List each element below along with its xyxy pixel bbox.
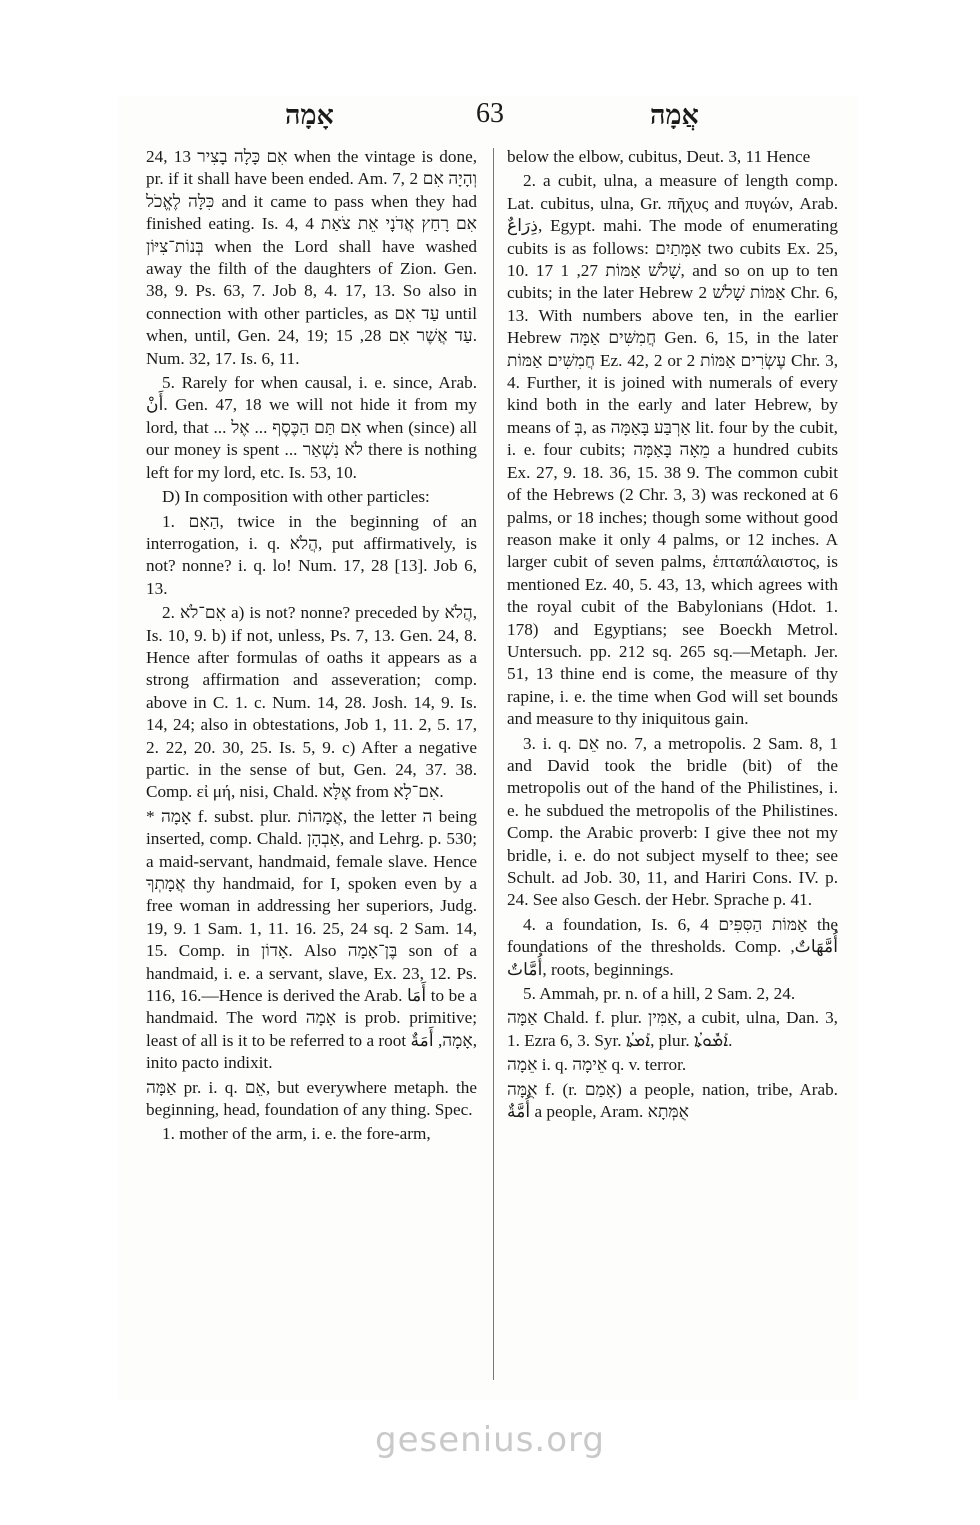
left-paragraph: 24, 13 אִם כָּלָה בָצִיר when the vintage is done, pr. if it shall have been ended. Am. 7, 2 וְהָיָה אִם כִּלָּה לֶאֱכֹל and it came to pass when they had finished eating. Is. 4, 4 אִם רָחַץ אֲדֹנָי אֵת צֹאַת בְּנוֹת־צִיּוֹן when the Lord shall have washed away the filth of the daughters of Zion. Gen. 38, 9. Ps. 63, 7. Job 8, 4. 17, 13. So also in connection with other particles, as עַד אִם until when, until, Gen. 24, 19; עַד אֲשֶׁר אִם 28, 15. Num. 32, 17. Is. 6, 11. [146,147,478,368]
left-paragraph: 2. אִם־לֹא a) is not? nonne? preceded by הֲלֹא, Is. 10, 9. b) if not, unless, Ps. 7, 13. Gen. 24, 8. Hence after formulas of oaths it appears as a strong affirmation and asseveration; comp. above in C. 1. c. Num. 14, 28. Josh. 14, 9. Is. 14, 24; also in obtestations, Job 1, 11. 2, 5. 17, 2. 22, 20. 30, 25. Is. 5, 9. c) After a negative partic. in the sense of but, Gen. 24, 37. 38. Comp. εἰ μή, nisi, Chald. אֶלָּא from אִם־לָא. [146,603,478,802]
right-paragraph: 4. a foundation, Is. 6, 4 אַמּוֹת הַסִּפִּים the foundations of the thresholds. Comp. أُمَّهَاتٌ, أُمَّاتٌ, roots, beginnings. [507,914,838,979]
right-paragraph: 3. i. q. אֵם no. 7, a metropolis. 2 Sam. 8, 1 and David took the bridle (bit) of the metropolis out of the hand of the Philistines, i. e. he subdued the metropolis of the Philistines. Comp. the Arabic proverb: I give thee not my bridle, i. e. do not subject myself to thee; see Schult. ad Job. 30, 11, and Hariri Cons. IV. p. 24. See also Gesch. der Hebr. Sprache p. 41. [507,733,839,910]
right-paragraph: below the elbow, cubitus, Deut. 3, 11 Hence [507,147,811,166]
entry-ummah: אֻמָּה f. (r. אָמַם) a people, nation, tribe, Arab. أُمَّةٌ a people, Aram. אֻמְּתָא [507,1079,838,1122]
entry-ammah-chaldee: אַמָּה Chald. f. plur. אַמִּין, a cubit, ulna, Dan. 3, 1. Ezra 6, 3. Syr. ܐܰܡܬܳܐ, plur. ܐܰܡܽܘܬܳܐ. [507,1008,838,1050]
right-column [507,146,838,1125]
left-paragraph: 5. Rarely for when causal, i. e. since, Arab. أَنْ. Gen. 47, 18 we will not hide it from my lord, that ... אִם תַּם הַכֶּסֶף ... אֶל when (since) all our money is spent ... לֹא נִשְׁאַר there is nothing left for my lord, etc. Is. 53, 10. [146,373,477,482]
headword-left: אָמָה [285,100,334,130]
left-column [146,146,477,1148]
column-divider [493,148,494,1380]
site-watermark: gesenius.org [375,1420,605,1460]
left-paragraph: 1. mother of the arm, i. e. the fore-arm, [162,1124,431,1144]
right-paragraph: 5. Ammah, pr. n. of a hill, 2 Sam. 2, 24. [523,984,796,1004]
page-header [0,100,980,140]
headword-right: אֲמָה [650,100,699,130]
left-paragraph: 1. הַאִם, twice in the beginning of an interrogation, i. q. הֲלֹא, put affirmatively, is not? nonne? i. q. lo! Num. 17, 28 [13]. Job 6, 13. [146,511,477,598]
entry-emah: אֵמָה i. q. אֵימָה q. v. terror. [507,1055,687,1075]
page-number: 63 [476,98,504,129]
entry-amah-maidservant: * אָמָה f. subst. plur. אֲמָהוֹת, the letter ה being inserted, comp. Chald. אַבְהָן, and Lehrg. p. 530; a maid-servant, handmaid, female slave. Hence אֲמָתְךָ thy handmaid, for I, spoken even by a free woman in addressing her superiors, Judg. 19, 9. 1 Sam. 1, 11. 16. 25, 24 sq. 2 Sam. 14, 15. Comp. in אָדוֹן. Also בֶּן־אָמָה son of a handmaid, i. e. a servant, slave, Ex. 23, 12. Ps. 116, 16.—Hence is derived the Arab. أَمَا to be a handmaid. The word אָמָה is prob. primitive; least of all is it to be referred to a root אָמָה, أَمَةٌ, inito pacto indixit. [146,806,477,1073]
left-paragraph: D) In composition with other particles: [162,487,430,507]
entry-ammah: אַמָּה pr. i. q. אֵם, but everywhere metaph. the beginning, head, foundation of any thing. Spec. [146,1077,477,1120]
right-paragraph: 2. a cubit, ulna, a measure of length comp. Lat. cubitus, ulna, Gr. πῆχυς and πυγών, Arab. ذِرَاعٌ, Egypt. mahi. The mode of enumerating cubits is as follows: אַמָּתַיִם two cubits Ex. 25, 10. 17 שָׁלֹשׁ אַמּוֹת 27, 1, and so on up to ten cubits; in the later Hebrew אַמּוֹת שָׁלֹשׁ 2 Chr. 6, 13. With numbers above ten, in the earlier Hebrew חֲמִשִּׁים אַמָּה Gen. 6, 15, in the later חֲמִשִּׁים אַמּוֹת Ez. 42, 2 or עֶשְׂרִים אַמּוֹת 2 Chr. 3, 4. Further, it is joined with numerals of every kind both in the early and later Hebrew, by means of בְּ, as אַרְבַּע בָּאַמָּה lit. four by the cubit, i. e. four cubits; מֵאָה בָּאַמָּה a hundred cubits Ex. 27, 9. 18. 36, 15. 38 9. The common cubit of the Hebrews (2 Chr. 3, 3) was reckoned at 6 palms, or 18 inches; though some without good reason make it only 4 palms, or 12 inches. A larger cubit of seven palms, ἑπταπάλαιστος, is mentioned Ez. 40, 5. 43, 13, which agrees with the royal cubit of the Babylonians (Hdot. 1. 178) and Egyptians; see Boeckh Metrol. Untersuch. pp. 212 sq. 265 sq.—Metaph. Jer. 51, 13 thine end is come, the measure of thy rapine, i. e. the time when God will set bounds and measure to thy iniquitous gain. [507,171,839,729]
